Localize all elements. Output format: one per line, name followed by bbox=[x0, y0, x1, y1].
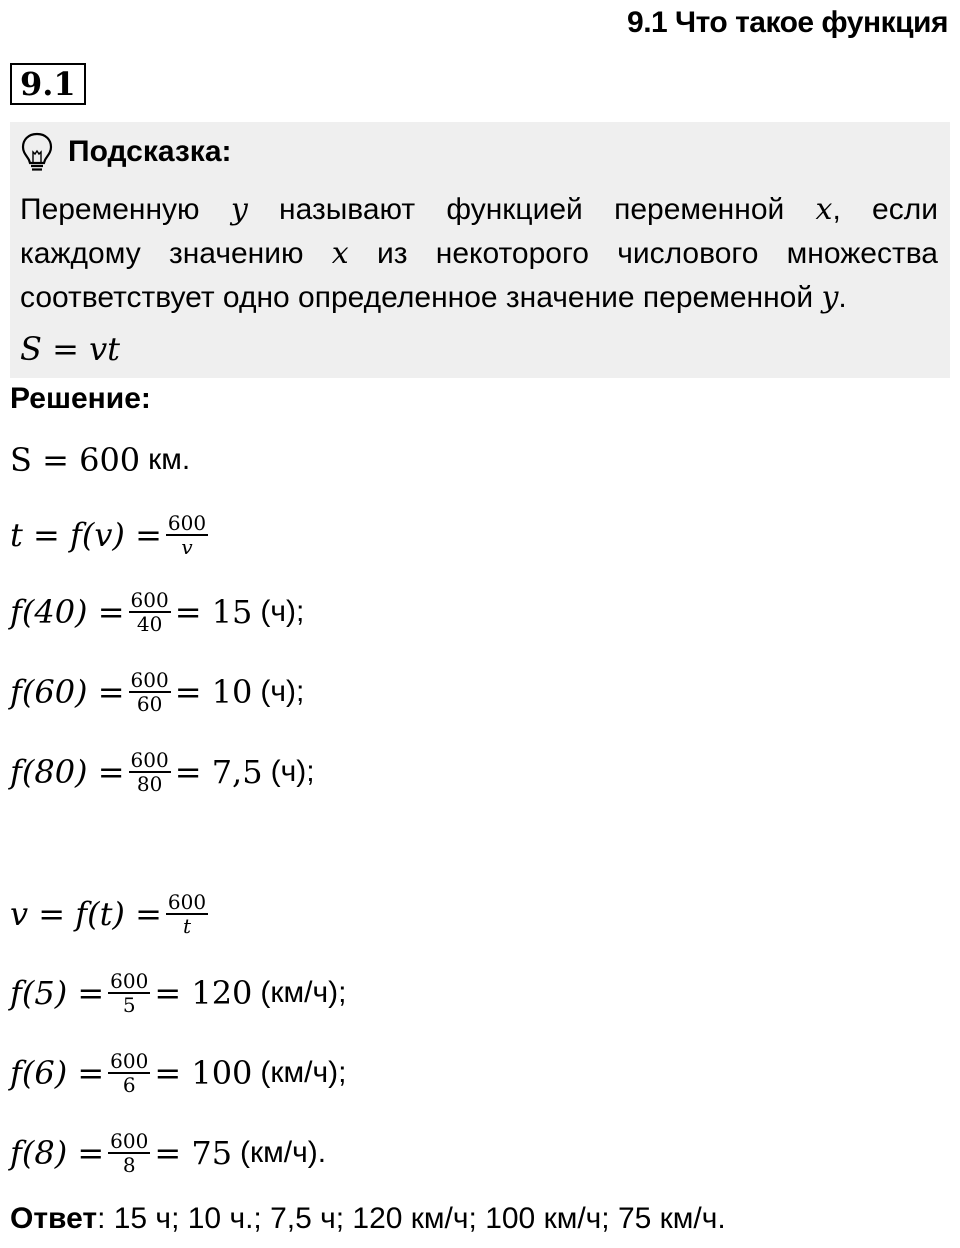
hint-line-1-part-a: Переменную bbox=[20, 193, 231, 226]
fraction-numerator: 600 bbox=[110, 1049, 149, 1073]
row-unit: (ч); bbox=[260, 675, 305, 708]
fraction-denominator: 80 bbox=[136, 772, 163, 796]
fraction-denominator: 6 bbox=[122, 1073, 136, 1097]
page-header-title: 9.1 Что такое функция bbox=[627, 6, 948, 39]
distance-line bbox=[10, 430, 190, 490]
speed-row-1 bbox=[10, 963, 346, 1023]
hint-line-1-part-b: называют функцией переменной bbox=[247, 193, 816, 226]
time-row-3 bbox=[10, 742, 315, 802]
speed-formula-fraction bbox=[166, 891, 208, 937]
row-lhs: f(5) = bbox=[10, 974, 105, 1012]
hint-line-3 bbox=[20, 276, 938, 320]
hint-line-2-part-b: из некоторого числового множества bbox=[348, 237, 938, 270]
fraction-numerator: 600 bbox=[130, 668, 169, 692]
row-lhs: f(6) = bbox=[10, 1054, 105, 1092]
row-rhs: = 120 bbox=[154, 974, 253, 1012]
fraction-numerator: 600 bbox=[130, 588, 169, 612]
row-fraction bbox=[108, 970, 150, 1016]
row-rhs: = 100 bbox=[154, 1054, 253, 1092]
variable-y: y bbox=[230, 192, 248, 227]
speed-row-2 bbox=[10, 1043, 346, 1103]
variable-y: y bbox=[821, 280, 839, 315]
answer-label: Ответ bbox=[10, 1202, 98, 1235]
fraction-denominator: 5 bbox=[122, 993, 136, 1017]
fraction-numerator: 600 bbox=[110, 1129, 149, 1153]
hint-header bbox=[20, 132, 232, 172]
time-row-2 bbox=[10, 662, 304, 722]
row-unit: (км/ч). bbox=[240, 1136, 327, 1169]
hint-title: Подсказка: bbox=[68, 135, 232, 168]
solution-title: Решение: bbox=[10, 382, 151, 415]
row-lhs: f(40) = bbox=[10, 593, 125, 631]
speed-row-3 bbox=[10, 1123, 326, 1183]
hint-line-2-part-a: каждому значению bbox=[20, 237, 332, 270]
hint-line-1-part-c: , если bbox=[832, 193, 938, 226]
lightbulb-icon bbox=[20, 132, 54, 172]
hint-definition bbox=[20, 188, 938, 320]
fraction-numerator: 600 bbox=[130, 748, 169, 772]
row-unit: (ч); bbox=[270, 755, 315, 788]
row-fraction bbox=[129, 669, 171, 715]
hint-line-3-part-a: соответствует одно определенное значение переменной bbox=[20, 281, 822, 314]
task-number-box: 9.1 bbox=[10, 63, 86, 105]
hint-line-2 bbox=[20, 232, 938, 276]
time-row-1 bbox=[10, 582, 304, 642]
speed-formula-line bbox=[10, 884, 212, 944]
speed-formula-lhs: v = f(t) = bbox=[10, 895, 162, 933]
row-unit: (км/ч); bbox=[260, 976, 347, 1009]
answer-text: : 15 ч; 10 ч.; 7,5 ч; 120 км/ч; 100 км/ч; 75 км/ч. bbox=[97, 1202, 726, 1235]
fraction-numerator: 600 bbox=[110, 969, 149, 993]
row-unit: (км/ч); bbox=[260, 1056, 347, 1089]
fraction-denominator: v bbox=[181, 535, 193, 559]
row-rhs: = 75 bbox=[154, 1134, 233, 1172]
answer-line bbox=[10, 1202, 726, 1236]
row-rhs: = 7,5 bbox=[174, 753, 263, 791]
variable-x: x bbox=[815, 192, 833, 227]
hint-line-3-part-b: . bbox=[838, 281, 847, 314]
row-fraction bbox=[108, 1130, 150, 1176]
row-fraction bbox=[129, 749, 171, 795]
distance-expression: S = 600 bbox=[10, 441, 141, 479]
row-unit: (ч); bbox=[260, 595, 305, 628]
fraction-denominator: 8 bbox=[122, 1153, 136, 1177]
row-fraction bbox=[108, 1050, 150, 1096]
time-formula-fraction bbox=[166, 512, 208, 558]
row-rhs: = 15 bbox=[174, 593, 253, 631]
time-formula-lhs: t = f(v) = bbox=[10, 516, 162, 554]
fraction-denominator: t bbox=[182, 914, 191, 938]
row-lhs: f(60) = bbox=[10, 673, 125, 711]
fraction-denominator: 60 bbox=[136, 692, 163, 716]
row-rhs: = 10 bbox=[174, 673, 253, 711]
fraction-numerator: 600 bbox=[167, 890, 207, 914]
row-lhs: f(80) = bbox=[10, 753, 125, 791]
distance-unit: км. bbox=[148, 443, 191, 476]
hint-box bbox=[10, 122, 950, 378]
fraction-numerator: 600 bbox=[167, 511, 207, 535]
fraction-denominator: 40 bbox=[136, 612, 163, 636]
row-fraction bbox=[129, 589, 171, 635]
hint-formula: S = vt bbox=[20, 330, 121, 368]
hint-line-1 bbox=[20, 188, 938, 232]
time-formula-line bbox=[10, 505, 212, 565]
row-lhs: f(8) = bbox=[10, 1134, 105, 1172]
variable-x: x bbox=[331, 236, 349, 271]
